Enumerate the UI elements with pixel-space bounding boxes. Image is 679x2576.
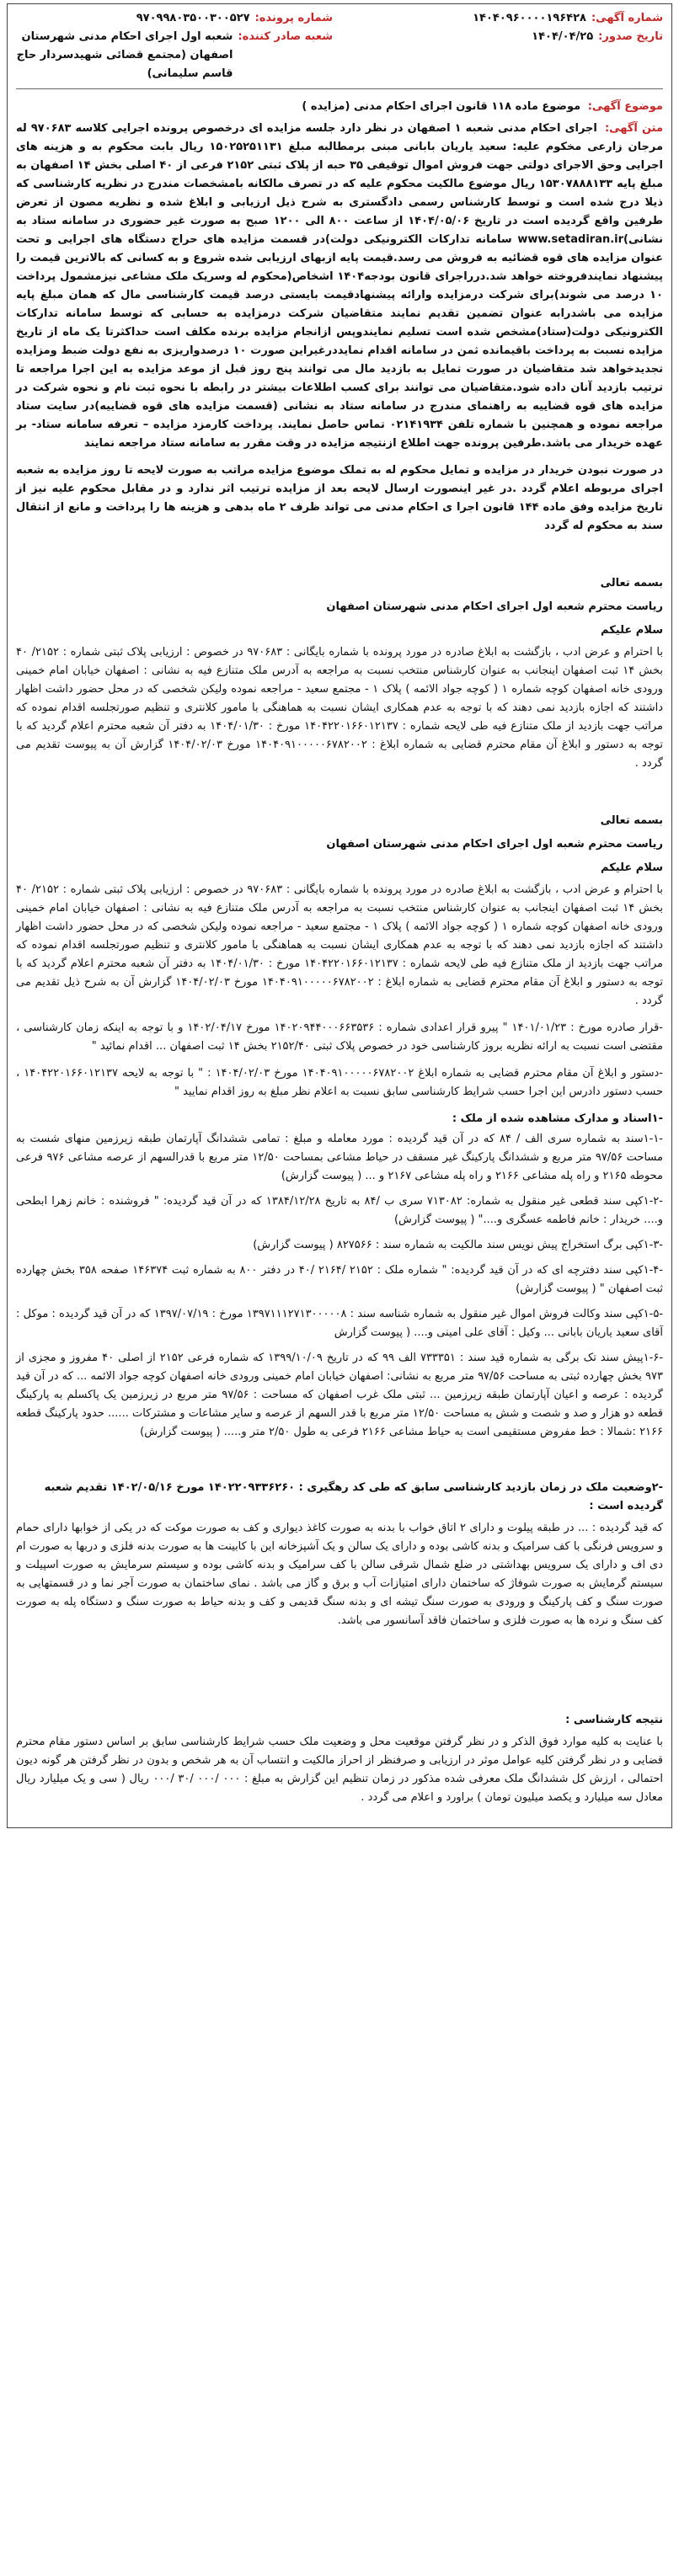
notice-number-row: [346, 9, 663, 28]
issuer-value: شعبه اول اجرای احکام مدنی شهرستان اصفهان (مجتمع قضائی شهیدسردار حاج قاسم سلیمانی): [16, 30, 233, 80]
issuer-label: شعبه صادر کننده:: [238, 30, 333, 43]
letter2-body: با احترام و عرض ادب ، بازگشت به ابلاغ صادره در مورد پرونده با شماره بایگانی : ۹۷۰۶۸۳ در خصوص : ارزیابی پلاک ثبتی شماره : ۲۱۵۲/ ۴۰ بخش ۱۴ ثبت اصفهان اینجانب به عنوان کارشناس منتخب نسبت به مراجعه به آدرس ملک متنازع فیه به نشانی : اصفهان خیابان امام خمینی ورودی خانه اصفهان کوچه شماره ۱ ( کوچه جواد الائمه ) پلاک ۱ - مجتمع سعید - مراجعه نموده ولیکن شخصی که در محل حضور داشت اظهار داشتند که اجازه بازدید نمی دهند که با توجه به عدم همکاری ایشان نسبت به هماهنگی با مامور کلانتری و تنظیم صورتجلسه اقدام نموده که مراتب جهت بازدید از ملک متنازع فیه طی لایحه شماره : ۱۴۰۴۲۲۰۱۶۶۰۱۲۱۳۷ مورخ : ۱۴۰۴/۰۱/۳۰ به دفتر آن شعبه محترم اعلام گردید که با توجه به دستور و ابلاغ آن مقام محترم قضایی به شماره ابلاغ : ۱۴۰۴۰۹۱۰۰۰۰۰۶۷۸۲۰۰۲ مورخ ۱۴۰۴/۰۲/۰۳ گزارش آن به شرح ذیل تقدیم می گردد .: [16, 883, 664, 1007]
conclusion-heading: نتیجه کارشناسی :: [565, 1714, 663, 1726]
reference-instruction: -دستور و ابلاغ آن مقام محترم قضایی به شماره ابلاغ ۱۴۰۴۰۹۱۰۰۰۰۰۶۷۸۲۰۰۲ مورخ ۱۴۰۴/۰۲/۰۳ : " با توجه به لایحه ۱۴۰۴۲۲۰۱۶۶۰۱۲۱۳۷ ، حسب دستور دادرس این اجرا حسب شرایط کارشناسی سابق نسبت به اعلام نظر مبلغ به روز اقدام نمایید ": [16, 1067, 663, 1098]
issue-date-row: [346, 28, 663, 83]
evidence-section: [16, 1110, 663, 1442]
letter2-greeting: سلام علیکم: [601, 861, 663, 874]
evidence-item: -۱-۳کپی برگ استخراج پیش نویس سند مالکیت به شماره سند : ۸۲۷۵۶۶ ( پیوست گزارش): [253, 1239, 663, 1251]
notice-second-paragraph: در صورت نبودن خریدار در مزایده و تمایل محکوم له به تملک موضوع مزایده مراتب به صورت لایحه تا روز مزایده به شعبه اجرای مربوطه اعلام گردد .در غیر اینصورت ارسال لایحه بعد از مزایده ترتیب اثر ندارد و در مقابل محکوم علیه نیز از تاریخ مزایده وفق ماده ۱۴۴ قانون اجرا ی احکام مدنی می تواند ظرف ۲ ماه بدهی و هزینه ها را پرداخت و مانع از انتقال سند به محکوم له گردد: [16, 464, 663, 532]
auction-notice-document: [7, 3, 672, 1828]
letter1-greeting: سلام علیکم: [601, 624, 663, 637]
property-condition-body: که قید گردیده : ... در طبقه پیلوت و دارای ۲ اتاق خواب با بدنه به صورت کاغذ دیواری و کف به صورت موکت که در یکی از خوابها دارای حمام و سرویس فرنگی با کف سرامیک و بدنه کاشی بوده و دارای یک سالن و یک آشپزخانه این با کابینت ها به صورت بدنه فلزی و دربها به صورت ام دی اف و دارای یک سرویس بهداشتی در ضلع شمال شرقی سالن با کف سرامیک و بدنه کاشی بوده و سیستم سرمایش به صورت اسپیلت و سیستم گرمایش به صورت شوفاژ که ساختمان دارای امتیازات آب و برق و گاز می باشد . نمای ساختمان به صورت آجر نما و در قسمتهایی به صورت سنگ و کف پارکینگ و ورودی به صورت سنگ تیشه ای و بدنه سنگ قدیمی و کف و بدنه حیاط به صورت سنگ و دستگاه پله به صورت کف سنگ و نرده ها به صورت فلزی و ساختمان فاقد آسانسور می باشد.: [16, 1522, 663, 1627]
evidence-item: -۱-۴کپی سند دفترچه ای که در آن قید گردیده: " شماره ملک : ۲۱۵۲ /۲۱۶۴ /۴۰ در دفتر ۸۰۰ به شماره ثبت ۱۴۶۳۷۴ صفحه ۳۵۸ بخش چهارده ثبت اصفهان " ( پیوست گزارش): [16, 1264, 663, 1295]
case-number-row: [16, 9, 333, 28]
issuer-row: [16, 28, 333, 83]
property-condition-section: [16, 1479, 663, 1630]
evidence-item: -۱-۲کپی سند قطعی غیر منقول به شماره: ۷۱۳۰۸۲ سری ب /۸۴ به تاریخ ۱۳۸۴/۱۲/۲۸ که در آن قید گردیده: " فروشنده : خانم زهرا ابطحی و.... خریدار : خانم فاطمه عسگری و...." ( پیوست گزارش): [16, 1195, 663, 1226]
evidence-item: -۱-۵کپی سند وکالت فروش اموال غیر منقول به شماره شناسه سند : ۱۳۹۷۱۱۱۲۷۱۳۰۰۰۰۰۸ مورخ : ۱۳۹۷/۰۷/۱۹ که در آن قید گردیده : موکل : آقای سعید یاریان بابانی ... وکیل : آقای علی امینی و.... ( پیوست گزارش: [16, 1308, 664, 1339]
case-number-label: شماره پرونده:: [254, 12, 333, 24]
subject-label: موضوع آگهی:: [587, 100, 663, 113]
subject-value: موضوع ماده ۱۱۸ قانون اجرای احکام مدنی (مزایده ): [302, 100, 581, 113]
expert-letter-1: [16, 574, 663, 773]
letter2-salutation: بسمه تعالی: [600, 814, 663, 827]
case-number-value: ۹۷۰۹۹۸۰۳۵۰۰۳۰۰۵۲۷: [136, 12, 250, 24]
notice-main-paragraph: [16, 120, 663, 453]
letter2-recipient: ریاست محترم شعبه اول اجرای احکام مدنی شهرستان اصفهان: [326, 838, 663, 851]
conclusion-body: با عنایت به کلیه موارد فوق الذکر و در نظر گرفتن موقعیت محل و وضعیت ملک حسب شرایط کارشناسی سابق بر اساس دستور مقام محترم قضایی و در نظر گرفتن کلیه عوامل موثر در ارزیابی و صرفنظر از احراز مالکیت و انتساب آن به هر شخص و بدون در نظر گرفتن هر گونه دیون احتمالی ، ارزش کل ششدانگ ملک معرفی شده مذکور در زمان تنظیم این گزارش به مبلغ : ۰۰۰ /۰۰۰ /۳۰ /۰۰۰ ریال ( سی و یک میلیارد ریال معادل سه میلیارد و یکصد میلیون تومان ) براورد و اعلام می گردد .: [16, 1736, 664, 1804]
expert-letter-2: [16, 812, 663, 1011]
notice-main-text: اجرای احکام مدنی شعبه ۱ اصفهان در نظر دارد جلسه مزایده ای درخصوص پرونده اجرایی کلاسه ۹۷۰۶۸۳ له مرجان زارعی مخکوم علیه: سعید یاریان بابانی مبنی برمطالبه مبلغ ۱۵۰۲۵۲۵۱۱۳۱ ریال بابت محکوم به و هزینه های اجرایی وحق الاجرای دولتی جهت فروش اموال توقیفی ۳۵ حبه از پلاک ثبتی ۲۱۵۲ فرعی از ۴۰ اصلی بخش ۱۴ اصفهان به مبلغ پایه ۱۵۳۰۷۸۸۸۱۳۳ ریال موضوع مالکیت محکوم علیه که در تصرف مالکانه بامشخصات مندرج در نظریه کارشناسی که ذیلا درج شده است و توسط کارشناس رسمی دادگستری به شرح ذیل ارزیابی و ابلاغ شده و نظریه مصون از تعرض طرفین واقع گردیده است در تاریخ ۱۴۰۴/۰۵/۰۶ از ساعت ۸۰۰ الی ۱۲۰۰ صبح به صورت غیر حضوری در سامانه ستاد به نشانی)www.setadiran.ir سامانه تدارکات الکترونیکی دولت)در قسمت مزایده های حراج دستگاه های اجرایی و تحت عنوان مزایده های قوه قضائیه به فروش می رسد.قیمت پایه ازبهای ارزیابی شده شروع و به کسانی که بالاترین قیمت را پیشنهاد نمایندفروخته خواهد شد.درراجرای قانون بودجه۱۴۰۴ اشخاص(محکوم له وسرپک ملک مشاعی نیزمشمول پرداخت ۱۰ درصد می شوند)برای شرکت درمزایده وارائه پیشنهادقیمت بایستی درصد قیمت کارشناسی مال که همان مبلغ پایه مزایده می باشدرابه عنوان تضمین تقدیم نمایند متقاضیان شرکت درمزایده به حسابی که توسط سامانه تدارکات الکترونیکی دولت(ستاد)مشخص شده است تسلیم نمایندوپس ازانجام مزایده برنده مکلف است حداکثرتا یک ماه از تاریخ مزایده نسبت به پرداخت باقیمانده ثمن در سامانه اقدام نمایددرغیراین صورت ۱۰ درصدواریزی به نفع دولت ضبط ومزایده تجدیدخواهد شد متقاضیان در صورت تمایل به بازدید مال می توانند پنج روز قبل از موعد مزایده به این اجرا مراجعه تا ترتیب بازدید آنان داده شود.متقاضیان می توانند برای کسب اطلاعات بیشتر در رابطه با نحوه ثبت نام و نحوه شرکت در مزایده های قوه قضاییه به راهنمای مندرج در سامانه ستاد به نشانی (قسمت مزایده های قوه قضاییه)در سایت ستاد مراجعه نموده و همچنین با شماره تلفن ۰۲۱۴۱۹۳۴ تماس حاصل نمایند. پرداخت کارمزد مزایده – تعرفه سامانه ستاد- بر عهده خریدار می باشد.طرفین پرونده جهت اطلاع ازنتیجه مزایده در وقت مقرر به سامانه ستاد مراجعه نمایند: [16, 122, 664, 450]
evidence-item: -۱-۱سند به شماره سری الف / ۸۴ که در آن قید گردیده : مورد معامله و مبلغ : تمامی ششدانگ آپارتمان طبقه زیرزمین منهای شست به مساحت ۹۷/۵۶ متر مربع و ششدانگ پارکینگ غیر مسقف در حیاط مشاعی بمساحت ۱۲/۵۰ متر مربع با قدرالسهم از عرصه مشاعی ۹۷۶ فرعی محوطه ۲۱۶۵ و راه پله مشاعی ۲۱۶۶ و راه پله مشاعی ۲۱۶۷ و ... ( پیوست گزارش): [16, 1133, 663, 1182]
issue-date-value: ۱۴۰۴/۰۴/۲۵: [532, 30, 594, 43]
letter1-salutation: بسمه تعالی: [600, 577, 663, 589]
property-condition-heading: -۲وضعیت ملک در زمان بازدید کارشناسی سابق که طی کد رهگیری : ۱۴۰۲۲۰۹۳۳۶۲۶۰ مورخ ۱۴۰۲/۰۵/۱۶ تقدیم شعبه گردیده است :: [44, 1481, 663, 1512]
notice-number-label: شماره آگهی:: [591, 12, 663, 24]
letter1-body: با احترام و عرض ادب ، بازگشت به ابلاغ صادره در مورد پرونده با شماره بایگانی : ۹۷۰۶۸۳ در خصوص : ارزیابی پلاک ثبتی شماره : ۲۱۵۲/ ۴۰ بخش ۱۴ ثبت اصفهان اینجانب به عنوان کارشناس منتخب نسبت به مراجعه به آدرس ملک متنازع فیه به نشانی : اصفهان خیابان امام خمینی ورودی خانه اصفهان کوچه شماره ۱ ( کوچه جواد الائمه ) پلاک ۱ - مجتمع سعید - مراجعه نموده ولیکن شخصی که در محل حضور داشت اظهار داشتند که اجازه بازدید نمی دهند که با توجه به عدم همکاری ایشان نسبت به هماهنگی با مامور کلانتری و تنظیم صورتجلسه اقدام نموده که مراتب جهت بازدید از ملک متنازع فیه طی لایحه شماره : ۱۴۰۴۲۲۰۱۶۶۰۱۲۱۳۷ مورخ : ۱۴۰۴/۰۱/۳۰ به دفتر آن شعبه محترم اعلام گردید که با توجه به دستور و ابلاغ آن مقام محترم قضایی به شماره ابلاغ : ۱۴۰۴۰۹۱۰۰۰۰۰۶۷۸۲۰۰۲ مورخ ۱۴۰۴/۰۲/۰۳ گزارش آن به پیوست تقدیم می گردد .: [16, 646, 664, 770]
evidence-heading: -۱اسناد و مدارک مشاهده شده از ملک :: [452, 1112, 663, 1125]
notice-text-label: متن آگهی:: [604, 122, 664, 135]
issue-date-label: تاریخ صدور:: [598, 30, 663, 43]
notice-subject: [16, 98, 663, 116]
evidence-item: -۱-۶پیش سند تک برگی به شماره قید سند : ۷۳۳۳۵۱ الف ۹۹ که در تاریخ ۱۳۹۹/۱۰/۰۹ که شماره فرعی ۲۱۵۲ از اصلی ۴۰ مفروز و مجزی از ۹۷۳ بخش چهارده ثبتی به مساحت ۹۷/۵۶ متر مربع به نشانی: اصفهان خیابان امام خمینی ورودی خانه اصفهان کوچه جواد الائمه ... که در آن قید گردیده : عرصه و اعیان آپارتمان طبقه زیرزمین ... ثبتی ملک غرب اصفهان که مساحت : ۹۷/۵۶ متر مربع در زیرزمین یک پاکسلم به پارکینگ قطعه دو هزار و صد و شصت و شش به مساحت ۱۲/۵۰ متر مربع با قدر السهم از عرصه و سایر مشاعات و مشترکات ...... حدود پارکینگ قطعه ۲۱۶۶ :شمالا : خط مفروض مستقیمی است به حیاط مشاعی ۲۱۶۶ فرعی به طول ۲/۵۰ متر و..... ( پیوست گزارش): [16, 1352, 664, 1438]
letter1-recipient: ریاست محترم شعبه اول اجرای احکام مدنی شهرستان اصفهان: [326, 600, 663, 613]
reference-order: -قرار صادره مورخ : ۱۴۰۱/۰۱/۲۳ " پیرو قرار اعدادی شماره : ۱۴۰۲۰۹۴۴۰۰۰۶۶۳۵۳۶ مورخ ۱۴۰۲/۰۴/۱۷ و با توجه به اینکه زمان کارشناسی ، مقتضی است نسبت به ارائه نظریه بروز کارشناسی خود در خصوص پلاک ثبتی ۲۱۵۲/۴۰ بخش ۱۴ ثبت اصفهان ... اقدام نمائید ": [16, 1021, 663, 1053]
notice-number-value: ۱۴۰۴۰۹۶۰۰۰۰۱۹۶۴۲۸: [473, 12, 586, 24]
notice-header: [16, 9, 663, 89]
conclusion-section: [16, 1711, 663, 1807]
